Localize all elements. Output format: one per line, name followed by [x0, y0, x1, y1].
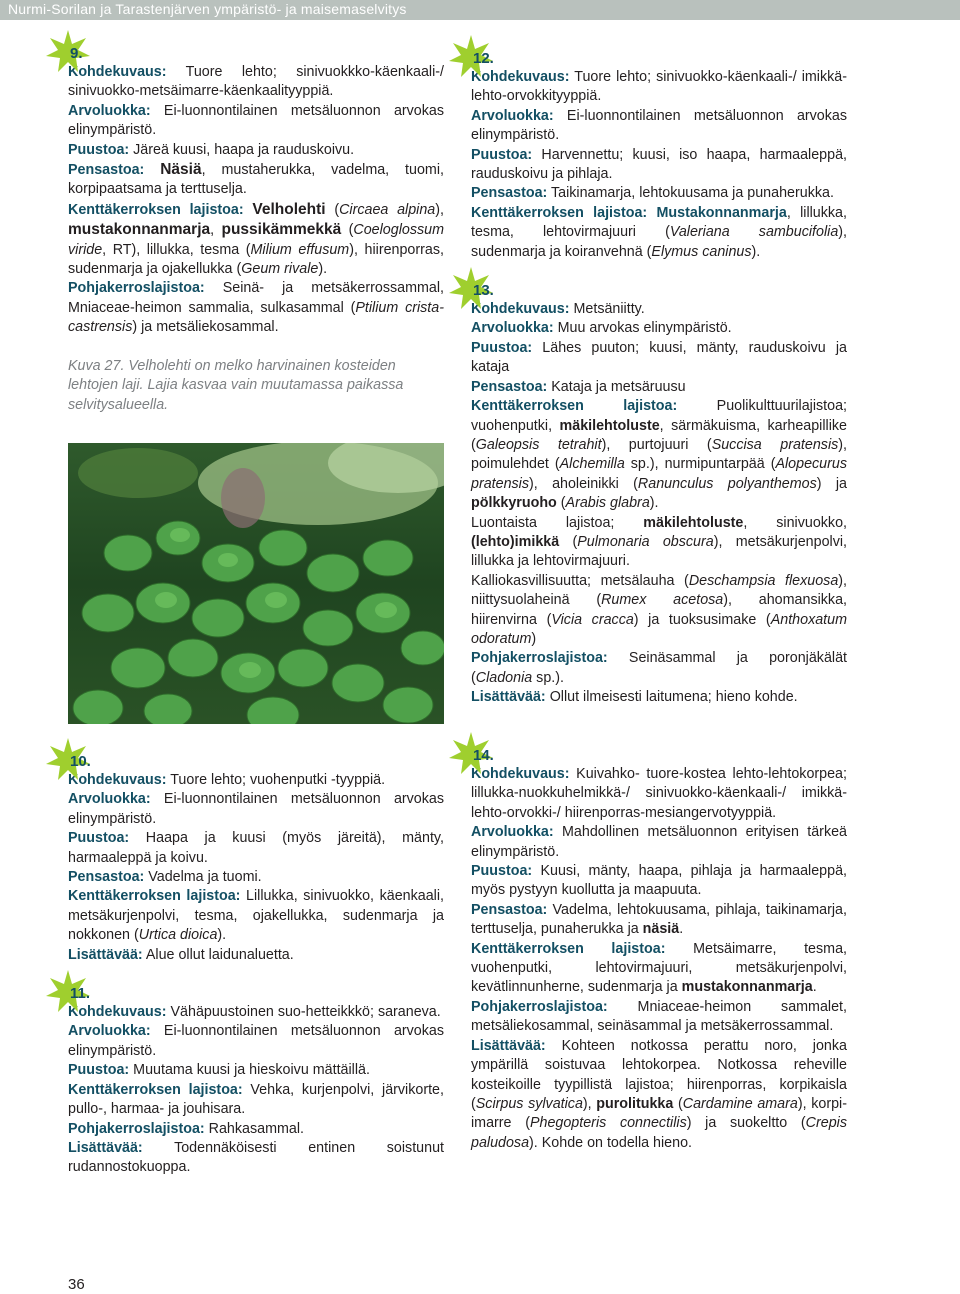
- section-number: 9.: [70, 45, 83, 62]
- lisattavaa-row: Lisättävää: Alue ollut laidunaluetta.: [68, 946, 294, 963]
- kenttakerros-row: Kenttäkerroksen lajistoa: Vehka, kurjenpolvi, järvikorte, pullo-, harmaa- ja jouhisara.: [68, 1081, 444, 1118]
- pohjakerros-row: Pohjakerroslajistoa: Mniaceae-heimon sammalet, metsäliekosammal, seinäsammal ja metsäkerrossammal.: [471, 998, 847, 1035]
- section-11: [68, 984, 444, 1178]
- lisattavaa-row: Lisättävää: Todennäköisesti entinen soistunut rudannostokuoppa.: [68, 1139, 444, 1176]
- kohdekuvaus-row: Kohdekuvaus: Metsäniitty.: [471, 301, 645, 318]
- page-number: 36: [68, 1276, 85, 1293]
- section-number: 10.: [70, 753, 91, 770]
- kohdekuvaus-row: Kohdekuvaus: Kuivahko- tuore-kostea lehto-lehtokorpea; lillukka-nuokkuhelmikkä-/ sinivuokko-käenkaali-/ imikkä-lehto-orvokki-/ hiirenporras-mesiangervotyyppiä.: [471, 766, 847, 821]
- velholehti-photo: [68, 443, 444, 724]
- figure-caption: Kuva 27. Velholehti on melko harvinainen kosteiden lehtojen laji. Lajia kasvaa vain muutamassa paikassa selvitysalueella.: [68, 357, 404, 413]
- kenttakerros-row: Kenttäkerroksen lajistoa: Velholehti (Circaea alpina), mustakonnanmarja, pussikämmekkä (Coeloglossum viride, RT), lillukka, tesma (Milium effusum), hiirenporras, sudenmarja ja ojakellukka (Geum rivale).: [68, 200, 444, 278]
- section-14: [471, 746, 847, 1153]
- arvoluokka-row: Arvoluokka: Ei-luonnontilainen metsäluonnon arvokas elinympäristö.: [68, 791, 444, 827]
- arvoluokka-row: Arvoluokka: Mahdollinen metsäluonnon erityisen tärkeä elinympäristö.: [471, 824, 847, 860]
- pohjakerros-row: Pohjakerroslajistoa: Seinä- ja metsäkerrossammal, Mniaceae-heimon sammalia, sulkasammal (Ptilium crista-castrensis) ja metsäliekosammal.: [68, 280, 444, 336]
- pensastoa-row: Pensastoa: Taikinamarja, lehtokuusama ja punaherukka.: [471, 185, 834, 202]
- section-number: 12.: [473, 50, 494, 67]
- puustoa-row: Puustoa: Muutama kuusi ja hieskoivu mättäillä.: [68, 1062, 370, 1079]
- pohjakerros-row: Pohjakerroslajistoa: Rahkasammal.: [68, 1120, 305, 1137]
- arvoluokka-row: Arvoluokka: Ei-luonnontilainen metsäluonnon arvokas elinympäristö.: [68, 102, 444, 139]
- puustoa-row: Puustoa: Lähes puuton; kuusi, mänty, rauduskoivu ja kataja: [471, 339, 847, 376]
- arvoluokka-row: Arvoluokka: Ei-luonnontilainen metsäluonnon arvokas elinympäristö.: [471, 107, 847, 144]
- kenttakerros-row: Kenttäkerroksen lajistoa: Mustakonnanmarja, lillukka, tesma, lehtovirmajuuri (Valeriana sambucifolia), sudenmarja ja koiranvehnä (Elymus caninus).: [471, 204, 847, 260]
- kenttakerros-row: Kenttäkerroksen lajistoa: Puolikulttuurilajistoa; vuohenputki, mäkilehtoluste, särmäkuisma, karheapillike (Galeopsis tetrahit), purtojuuri (Succisa pratensis), poimulehdet (Alchemilla sp.), nurmipuntarpää (Alopecurus pratensis), aholeinikki (Ranunculus polyanthemos) ja pölkkyruoho (Arabis glabra).: [471, 398, 848, 512]
- section-number: 13.: [473, 282, 494, 300]
- lisattavaa-row: Lisättävää: Kohteen notkossa perattu noro, jonka ympärillä soistuvaa lehtokorpea. Notkossa reheville kosteikoille tyypillistä lajistoa; hiirenporras, korpikaisla (Scirpus sylvatica), purolitukka (Cardamine amara), korpi-imarre (Phegopteris connectilis) ja suokeltto (Crepis paludosa). Kohde on todella hieno.: [471, 1037, 847, 1151]
- luontainen-lajisto-row: Luontaista lajistoa; mäkilehtoluste, sinivuokko, (lehto)imikkä (Pulmonaria obscura), metsäkurjenpolvi, lillukka ja lehtovirmajuuri.: [471, 514, 848, 570]
- arvoluokka-row: Arvoluokka: Muu arvokas elinympäristö.: [471, 320, 732, 337]
- section-10: [68, 752, 444, 965]
- kenttakerros-row: Kenttäkerroksen lajistoa: Lillukka, sinivuokko, käenkaali, metsäkurjenpolvi, tesma, ojakellukka, sudenmarja ja nokkonen (Urtica dioica).: [68, 888, 444, 944]
- kohdekuvaus-row: Kohdekuvaus: Vähäpuustoinen suo-hetteikkkö; saraneva.: [68, 1004, 441, 1021]
- kalliokasvillisuus-row: Kalliokasvillisuutta; metsälauha (Deschampsia flexuosa), niittysuolaheinä (Rumex acetosa), ahomansikka, hiirenvirna (Vicia cracca) ja tuoksusimake (Anthoxatum odoratum): [471, 572, 848, 647]
- section-number: 11.: [70, 985, 91, 1003]
- puustoa-row: Puustoa: Kuusi, mänty, haapa, pihlaja ja harmaaleppä, myös pystyyn kuollutta ja maapuuta.: [471, 863, 847, 899]
- kenttakerros-row: Kenttäkerroksen lajistoa: Metsäimarre, tesma, vuohenputki, lehtovirmajuuri, metsäkurjenpolvi, kevätlinnunherne, sudenmarja ja mustakonnanmarja.: [471, 940, 847, 996]
- arvoluokka-row: Arvoluokka: Ei-luonnontilainen metsäluonnon arvokas elinympäristö.: [68, 1023, 444, 1059]
- pensastoa-row: Pensastoa: Kataja ja metsäruusu: [471, 378, 686, 395]
- kohdekuvaus-row: Kohdekuvaus: Tuore lehto; vuohenputki -tyyppiä.: [68, 772, 386, 788]
- section-9: [68, 44, 444, 415]
- left-column-bottom: [68, 752, 444, 1178]
- left-column-top: [68, 44, 444, 415]
- section-12: [471, 49, 847, 262]
- kohdekuvaus-row: Kohdekuvaus: Tuore lehto; sinivuokko-käenkaali-/ imikkä-lehto-orvokkityyppiä.: [471, 69, 847, 105]
- pensastoa-row: Pensastoa: Näsiä, mustaherukka, vadelma, tuomi, korpipaatsama ja terttuselja.: [68, 161, 444, 198]
- header-bar: [0, 0, 960, 20]
- lisattavaa-row: Lisättävää: Ollut ilmeisesti laitumena; hieno kohde.: [471, 689, 798, 706]
- pohjakerros-row: Pohjakerroslajistoa: Seinäsammal ja poronjäkälät (Cladonia sp.).: [471, 650, 847, 686]
- right-column-bottom: [471, 746, 847, 1153]
- puustoa-row: Puustoa: Harvennettu; kuusi, iso haapa, harmaaleppä, rauduskoivu ja pihlaja.: [471, 146, 847, 183]
- pensastoa-row: Pensastoa: Vadelma, lehtokuusama, pihlaja, taikinamarja, terttuselja, punaherukka ja näsiä.: [471, 901, 847, 938]
- puustoa-row: Puustoa: Järeä kuusi, haapa ja rauduskoivu.: [68, 141, 355, 158]
- document-title: Nurmi-Sorilan ja Tarastenjärven ympäristö- ja maisemaselvitys: [8, 1, 407, 17]
- section-13: [471, 281, 847, 708]
- section-number: 14.: [473, 747, 494, 764]
- kohdekuvaus-row: Kohdekuvaus: Tuore lehto; sinivuokkko-käenkaali-/ sinivuokko-metsäimarre-käenkaalityyppiä.: [68, 64, 444, 100]
- pensastoa-row: Pensastoa: Vadelma ja tuomi.: [68, 869, 262, 886]
- puustoa-row: Puustoa: Haapa ja kuusi (myös järeitä), mänty, harmaaleppä ja koivu.: [68, 830, 444, 866]
- right-column-top: [471, 49, 847, 708]
